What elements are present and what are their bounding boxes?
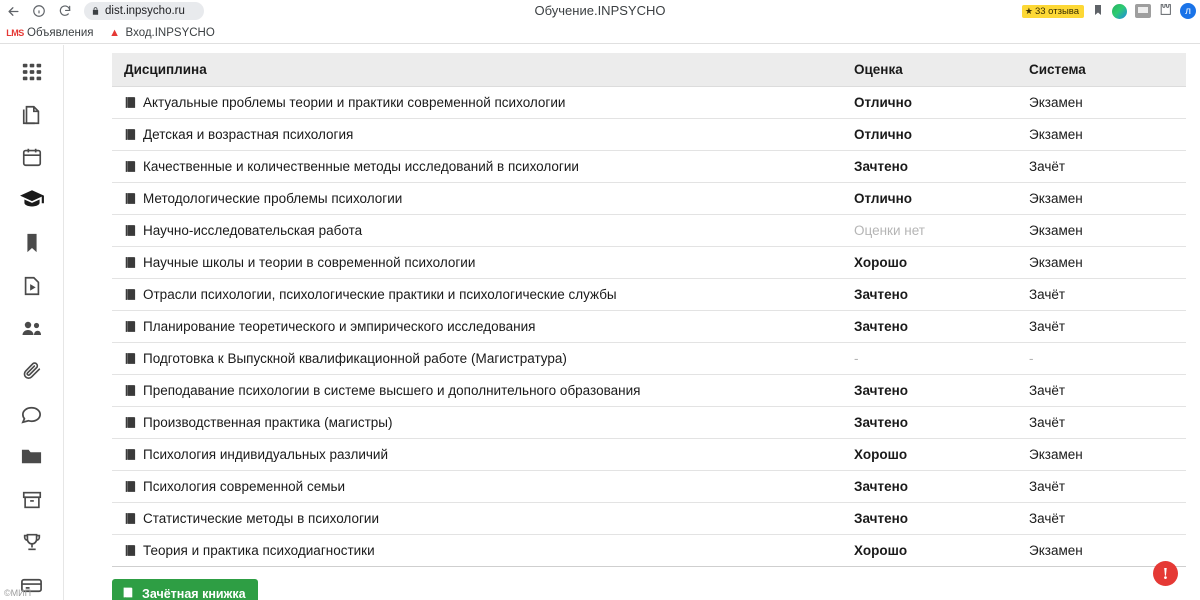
review-count-label: 33 отзыва (1034, 5, 1079, 17)
avatar[interactable]: л (1180, 3, 1196, 19)
discipline-icon (124, 96, 137, 109)
sidebar-item-calendar[interactable] (15, 143, 49, 173)
cell-discipline[interactable] (112, 503, 842, 535)
cell-discipline[interactable] (112, 439, 842, 471)
page-title: Обучение.INPSYCHO (534, 3, 666, 18)
sidebar-item-education[interactable] (15, 185, 49, 215)
column-header-system: Система (1017, 53, 1186, 87)
discipline-label: Научные школы и теории в современной психологии (143, 255, 476, 270)
address-bar-url: dist.inpsycho.ru (105, 5, 185, 17)
discipline-label: Психология современной семьи (143, 479, 346, 494)
cell-mark: Зачтено (842, 151, 1017, 183)
cell-discipline[interactable] (112, 247, 842, 279)
cell-discipline[interactable] (112, 183, 842, 215)
table-row[interactable] (112, 503, 1186, 535)
discipline-icon (124, 288, 137, 301)
discipline-label: Подготовка к Выпускной квалификационной работе (Магистратура) (143, 351, 567, 366)
discipline-label: Детская и возрастная психология (143, 127, 354, 142)
sidebar-item-trophy[interactable] (15, 527, 49, 557)
grades-table-body (112, 87, 1186, 567)
cell-system: Зачёт (1017, 503, 1186, 535)
discipline-label: Качественные и количественные методы исследований в психологии (143, 159, 579, 174)
discipline-icon (124, 512, 137, 525)
table-row[interactable] (112, 407, 1186, 439)
book-icon (122, 586, 135, 600)
cell-system: Экзамен (1017, 87, 1186, 119)
cell-discipline[interactable] (112, 87, 842, 119)
cell-discipline[interactable] (112, 311, 842, 343)
grades-table (112, 53, 1186, 567)
table-row[interactable] (112, 311, 1186, 343)
discipline-icon (124, 160, 137, 173)
discipline-icon (124, 256, 137, 269)
bookmark-label: Объявления (27, 26, 94, 39)
sidebar-item-video-file[interactable] (15, 271, 49, 301)
sidebar-item-attachments[interactable] (15, 356, 49, 386)
discipline-label: Актуальные проблемы теории и практики современной психологии (143, 95, 566, 110)
error-alert-icon[interactable]: ! (1153, 561, 1178, 586)
table-row[interactable] (112, 183, 1186, 215)
table-row[interactable] (112, 151, 1186, 183)
discipline-label: Планирование теоретического и эмпирического исследования (143, 319, 536, 334)
discipline-icon (124, 480, 137, 493)
discipline-icon (124, 416, 137, 429)
cell-mark: Отлично (842, 87, 1017, 119)
extensions-puzzle-icon[interactable] (1159, 3, 1172, 19)
column-header-mark: Оценка (842, 53, 1017, 87)
discipline-label: Статистические методы в психологии (143, 511, 379, 526)
bookmark-item-login[interactable] (103, 23, 220, 43)
table-row[interactable] (112, 471, 1186, 503)
sidebar-item-folder[interactable] (15, 442, 49, 472)
cell-system: Экзамен (1017, 119, 1186, 151)
cell-discipline[interactable] (112, 535, 842, 567)
review-count-badge[interactable] (1022, 5, 1084, 18)
cell-discipline[interactable] (112, 375, 842, 407)
cell-system: Зачёт (1017, 151, 1186, 183)
cell-mark: Зачтено (842, 279, 1017, 311)
discipline-icon (124, 320, 137, 333)
inpsycho-favicon-icon: ▲ (109, 26, 120, 39)
reload-icon[interactable] (52, 0, 78, 22)
extension-icon-colorful[interactable] (1112, 4, 1127, 19)
discipline-icon (124, 224, 137, 237)
star-icon: ★ (1024, 5, 1033, 16)
cell-system: Экзамен (1017, 183, 1186, 215)
table-row[interactable] (112, 119, 1186, 151)
discipline-label: Психология индивидуальных различий (143, 447, 388, 462)
cell-system: Экзамен (1017, 439, 1186, 471)
address-bar[interactable] (84, 2, 204, 20)
cell-system: Экзамен (1017, 247, 1186, 279)
discipline-label: Отрасли психологии, психологические практики и психологические службы (143, 287, 617, 302)
table-row[interactable] (112, 343, 1186, 375)
browser-toolbar (0, 0, 1200, 22)
cell-system: Зачёт (1017, 471, 1186, 503)
cell-mark: Хорошо (842, 439, 1017, 471)
table-header-row (112, 53, 1186, 87)
grades-table-wrapper (64, 45, 1200, 567)
cell-mark: Зачтено (842, 471, 1017, 503)
discipline-label: Методологические проблемы психологии (143, 191, 403, 206)
lms-favicon-icon: LMS (6, 27, 24, 38)
cell-system: Экзамен (1017, 215, 1186, 247)
copyright-label: ©МИП (4, 588, 32, 598)
discipline-icon (124, 384, 137, 397)
discipline-icon (124, 192, 137, 205)
discipline-icon (124, 448, 137, 461)
bookmarks-bar (0, 22, 1200, 44)
sidebar-item-documents[interactable] (15, 100, 49, 130)
sidebar-rail (0, 45, 64, 600)
extension-icon-screenshot[interactable] (1135, 4, 1151, 18)
back-arrow-icon[interactable] (0, 0, 26, 22)
bookmark-icon[interactable] (1092, 3, 1104, 20)
column-header-discipline: Дисциплина (112, 53, 842, 87)
sidebar-item-bookmark[interactable] (15, 228, 49, 258)
cell-mark: - (842, 343, 1017, 375)
cell-discipline[interactable] (112, 151, 842, 183)
cell-discipline[interactable] (112, 471, 842, 503)
cell-discipline[interactable] (112, 407, 842, 439)
cell-discipline[interactable] (112, 215, 842, 247)
sidebar-item-archive[interactable] (15, 485, 49, 515)
discipline-icon (124, 128, 137, 141)
table-row[interactable] (112, 375, 1186, 407)
table-row[interactable] (112, 279, 1186, 311)
cell-system: Зачёт (1017, 375, 1186, 407)
bookmark-item-announcements[interactable] (2, 23, 99, 43)
table-row[interactable] (112, 215, 1186, 247)
lock-icon (91, 6, 100, 16)
cell-mark: Отлично (842, 119, 1017, 151)
cell-system: Экзамен (1017, 535, 1186, 567)
sidebar-item-grid[interactable] (15, 57, 49, 87)
cell-mark: Зачтено (842, 311, 1017, 343)
sidebar-item-people[interactable] (15, 314, 49, 344)
cell-mark: Зачтено (842, 375, 1017, 407)
discipline-label: Производственная практика (магистры) (143, 415, 393, 430)
cell-discipline[interactable] (112, 343, 842, 375)
main-content (64, 45, 1200, 600)
discipline-icon (124, 544, 137, 557)
page-info-icon[interactable] (26, 0, 52, 22)
cell-mark: Хорошо (842, 535, 1017, 567)
browser-right-actions (1022, 0, 1196, 22)
table-row[interactable] (112, 535, 1186, 567)
cell-system: Зачёт (1017, 279, 1186, 311)
bookmark-label: Вход.INPSYCHO (125, 26, 215, 39)
table-row[interactable] (112, 247, 1186, 279)
cell-mark: Оценки нет (842, 215, 1017, 247)
discipline-label: Теория и практика психодиагностики (143, 543, 375, 558)
cell-mark: Зачтено (842, 503, 1017, 535)
sidebar-item-chat[interactable] (15, 399, 49, 429)
cell-mark: Отлично (842, 183, 1017, 215)
cell-system: - (1017, 343, 1186, 375)
cell-mark: Хорошо (842, 247, 1017, 279)
discipline-icon (124, 352, 137, 365)
cell-discipline[interactable] (112, 119, 842, 151)
table-row[interactable] (112, 439, 1186, 471)
discipline-label: Научно-исследовательская работа (143, 223, 363, 238)
record-book-button[interactable] (112, 579, 258, 600)
cell-system: Зачёт (1017, 407, 1186, 439)
discipline-label: Преподавание психологии в системе высшего и дополнительного образования (143, 383, 641, 398)
table-row[interactable] (112, 87, 1186, 119)
record-book-label: Зачётная книжка (142, 587, 246, 600)
cell-system: Зачёт (1017, 311, 1186, 343)
cell-mark: Зачтено (842, 407, 1017, 439)
cell-discipline[interactable] (112, 279, 842, 311)
